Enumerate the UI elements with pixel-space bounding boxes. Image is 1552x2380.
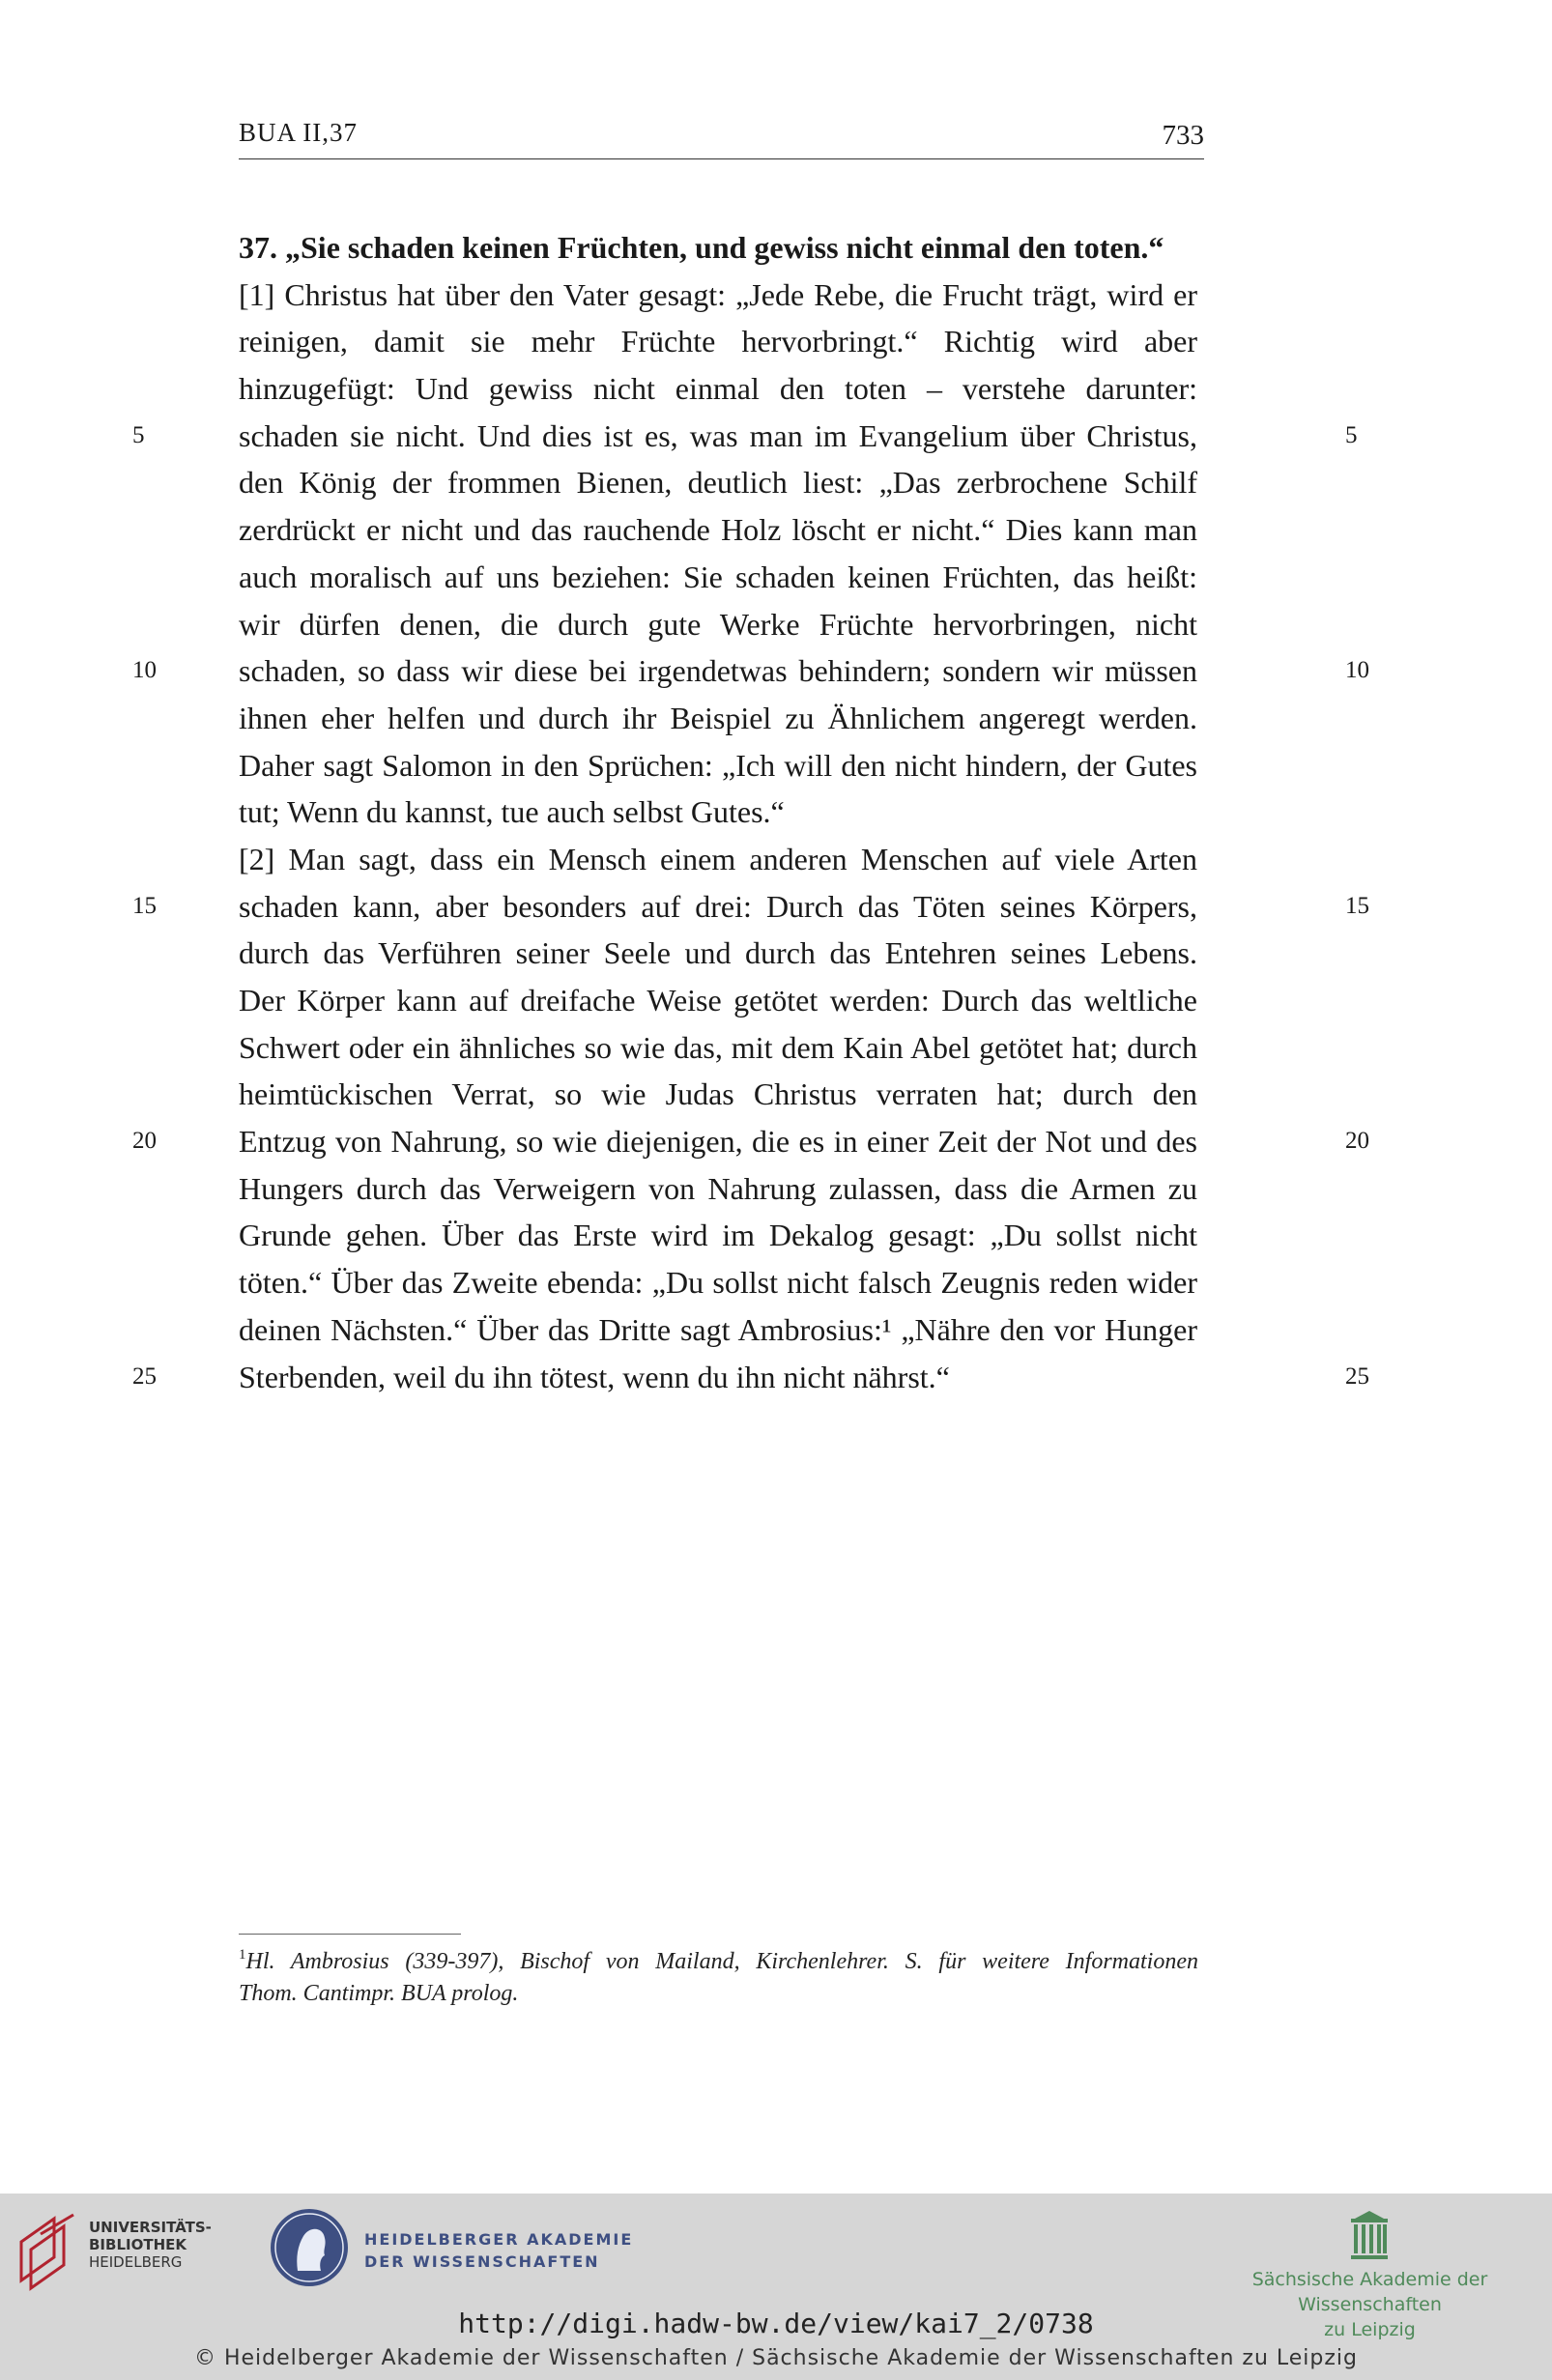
ub-line-2: BIBLIOTHEK <box>89 2236 187 2253</box>
page-number: 733 <box>1162 120 1204 151</box>
text-line-content: ihnen eher helfen und durch ihr Beispiel zu Ähnlichem angeregt werden. <box>239 700 1197 735</box>
ub-heidelberg-logo-icon <box>17 2213 79 2292</box>
chapter-heading <box>239 224 1197 272</box>
text-line <box>239 789 1197 836</box>
running-title: BUA II,37 <box>239 118 358 147</box>
footnote-marker: 1 <box>239 1947 246 1963</box>
text-line <box>239 695 1197 742</box>
hadw-line-1: HEIDELBERGER AKADEMIE <box>364 2230 634 2249</box>
text-line-content: den König der frommen Bienen, deutlich liest: „Das zerbrochene Schilf <box>239 465 1197 501</box>
hadw-wordmark <box>364 2228 633 2273</box>
saw-line-2: zu Leipzig <box>1324 2319 1416 2340</box>
text-line <box>132 883 1369 931</box>
text-line <box>239 272 1197 319</box>
text-line <box>239 365 1197 413</box>
text-line <box>239 1165 1197 1213</box>
text-line <box>239 1024 1197 1072</box>
text-line-content: schaden sie nicht. Und dies ist es, was man im Evangelium über Christus, <box>239 417 1197 453</box>
saw-leipzig-building-icon <box>1349 2211 1390 2261</box>
text-line-content: hinzugefügt: Und gewiss nicht einmal den toten – verstehe darunter: <box>239 371 1197 407</box>
text-line <box>239 318 1197 365</box>
running-head <box>239 116 1204 159</box>
text-line-content: tut; Wenn du kannst, tue auch selbst Gutes.“ <box>239 794 785 830</box>
text-line <box>239 506 1197 554</box>
text-line-content: durch das Verführen seiner Seele und durch das Entehren seines Lebens. <box>239 935 1197 971</box>
text-line <box>239 1071 1197 1118</box>
text-line-content: heimtückischen Verrat, so wie Judas Christus verraten hat; durch den <box>239 1076 1197 1112</box>
saw-line-1: Sächsische Akademie der Wissenschaften <box>1251 2269 1488 2315</box>
text-line <box>239 554 1197 601</box>
footnote-line-2: Thom. Cantimpr. BUA prolog. <box>239 1981 519 2006</box>
line-number-right: 25 <box>1345 1362 1369 1390</box>
footnote-rule <box>239 1934 461 1935</box>
text-line <box>239 459 1197 506</box>
text-line-content: zerdrückt er nicht und das rauchende Holz löscht er nicht.“ Dies kann man <box>239 512 1197 548</box>
text-line-content: [2] Man sagt, dass ein Mensch einem anderen Menschen auf viele Arten <box>239 841 1197 876</box>
text-line <box>132 413 1358 460</box>
text-line <box>239 742 1197 789</box>
text-line-content: Schwert oder ein ähnliches so wie das, mit dem Kain Abel getötet hat; durch <box>239 1029 1197 1065</box>
copyright-notice: © Heidelberger Akademie der Wissenschaften / Sächsische Akademie der Wissenschaften zu Leipzig <box>193 2346 1358 2370</box>
text-line <box>239 1306 1197 1354</box>
text-line <box>132 1118 1369 1165</box>
hadw-line-2: DER WISSENSCHAFTEN <box>364 2252 600 2271</box>
text-line <box>132 647 1369 695</box>
text-line-content: Hungers durch das Verweigern von Nahrung zulassen, dass die Armen zu <box>239 1170 1197 1206</box>
line-number-right: 15 <box>1345 892 1369 919</box>
text-line-content: auch moralisch auf uns beziehen: Sie schaden keinen Früchten, das heißt: <box>239 559 1197 594</box>
text-line-content: deinen Nächsten.“ Über das Dritte sagt Ambrosius:¹ „Nähre den vor Hunger <box>239 1311 1197 1347</box>
text-line-content: schaden, so dass wir diese bei irgendetwas behindern; sondern wir müssen <box>239 653 1197 689</box>
footer-bar <box>0 2194 1552 2380</box>
footnote-line-1-text: Hl. Ambrosius (339-397), Bischof von Mailand, Kirchenlehrer. S. für weitere Informationen <box>245 1949 1198 1974</box>
text-line-content: [1] Christus hat über den Vater gesagt: „Jede Rebe, die Frucht trägt, wird er <box>239 276 1197 312</box>
text-line-content: schaden kann, aber besonders auf drei: Durch das Töten seines Körpers, <box>239 888 1197 924</box>
text-line <box>239 601 1197 648</box>
text-line-content: Grunde gehen. Über das Erste wird im Dekalog gesagt: „Du sollst nicht <box>239 1218 1197 1253</box>
text-line <box>239 1259 1197 1306</box>
text-line <box>239 1212 1197 1259</box>
line-number-left: 5 <box>132 421 145 448</box>
text-line <box>132 1354 1369 1401</box>
text-line-content: wir dürfen denen, die durch gute Werke Früchte hervorbringen, nicht <box>239 606 1197 642</box>
footnote-line-1 <box>239 1939 1198 1978</box>
footnote <box>239 1939 1198 2010</box>
line-number-right: 10 <box>1345 657 1369 684</box>
text-line-content: Der Körper kann auf dreifache Weise getötet werden: Durch das weltliche <box>239 983 1197 1018</box>
text-line <box>239 930 1197 977</box>
main-text <box>132 224 1369 1400</box>
permalink-url[interactable]: http://digi.hadw-bw.de/view/kai7_2/0738 <box>458 2308 1094 2339</box>
line-number-left: 25 <box>132 1362 157 1390</box>
text-line-content: reinigen, damit sie mehr Früchte hervorbringt.“ Richtig wird aber <box>239 324 1197 359</box>
line-number-right: 5 <box>1345 421 1358 448</box>
line-number-left: 10 <box>132 657 157 684</box>
line-number-left: 20 <box>132 1128 157 1155</box>
hadw-portrait-seal-icon <box>269 2207 350 2288</box>
text-line-content: 37. „Sie schaden keinen Früchten, und gewiss nicht einmal den toten.“ <box>239 230 1164 265</box>
text-line-content: töten.“ Über das Zweite ebenda: „Du sollst nicht falsch Zeugnis reden wider <box>239 1265 1197 1301</box>
ub-heidelberg-wordmark <box>89 2219 212 2271</box>
text-line <box>239 977 1197 1024</box>
line-number-left: 15 <box>132 892 157 919</box>
ub-line-1: UNIVERSITÄTS- <box>89 2219 212 2236</box>
text-line-content: Sterbenden, weil du ihn tötest, wenn du ihn nicht nährst.“ <box>239 1359 950 1394</box>
text-line-content: Entzug von Nahrung, so wie diejenigen, die es in einer Zeit der Not und des <box>239 1124 1197 1160</box>
line-number-right: 20 <box>1345 1128 1369 1155</box>
ub-line-3: HEIDELBERG <box>89 2253 183 2271</box>
text-line <box>239 836 1197 883</box>
text-line-content: Daher sagt Salomon in den Sprüchen: „Ich will den nicht hindern, der Gutes <box>239 747 1197 783</box>
